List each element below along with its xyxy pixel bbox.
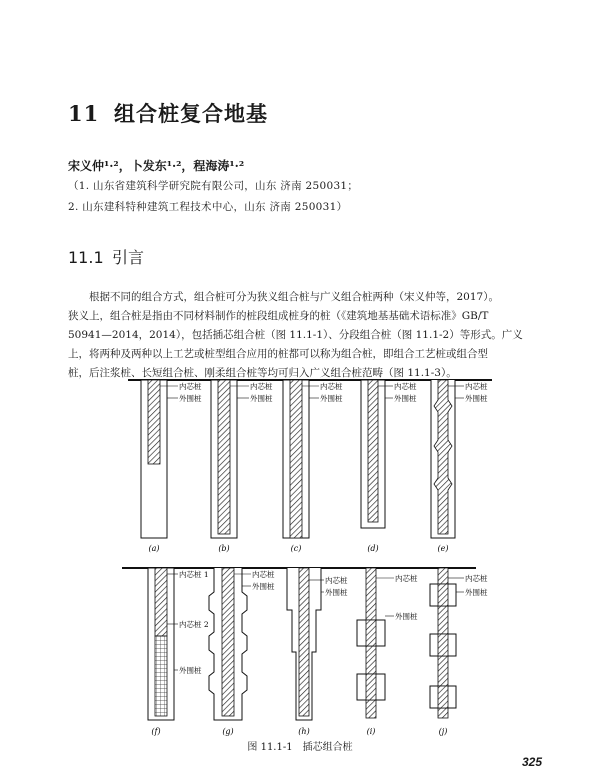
paragraph-line: 狭义上，组合桩是指由不同材料制作的桩段组成桩身的桩（《建筑地基基础术语标准》GB/T: [68, 310, 489, 322]
inner-pile-label: 内芯桩: [395, 574, 418, 583]
outer-pile-label: 外围桩: [252, 582, 275, 591]
paragraph-line: 桩，后注浆桩、长短组合桩、刚柔组合桩等均可归入广义组合桩范畴（图 11.1-3）。: [68, 367, 457, 379]
pile-f: [148, 568, 209, 720]
pile-d: [361, 380, 417, 528]
outer-pile-label: 外围桩: [394, 394, 417, 403]
inner-pile-label: 内芯桩: [325, 576, 348, 585]
figure-caption: 图 11.1-1 插芯组合桩: [247, 742, 353, 753]
chapter-number: 11: [68, 101, 100, 126]
pile-c: [283, 380, 343, 538]
pile-b: [211, 380, 273, 538]
pile-j: [430, 568, 488, 718]
sublabel-e: (e): [437, 544, 449, 553]
sublabel-h: (h): [298, 727, 310, 736]
inner-pile-label: 内芯桩: [394, 382, 417, 391]
section-title: 引言: [112, 248, 145, 267]
pile-i: [357, 568, 418, 718]
sublabel-g: (g): [222, 727, 234, 736]
sublabel-b: (b): [218, 544, 230, 553]
sublabel-j: (j): [438, 727, 448, 736]
inner-pile-1-label: 内芯桩 1: [179, 570, 209, 579]
outer-pile-label: 外围桩: [250, 394, 273, 403]
outer-pile-label: 外围桩: [465, 588, 488, 597]
sublabel-c: (c): [290, 544, 302, 553]
sublabel-f: (f): [151, 727, 161, 736]
paragraph-line: 根据不同的组合方式，组合桩可分为狭义组合桩与广义组合桩两种（宋义仲等，2017）。: [89, 291, 499, 303]
sublabel-d: (d): [367, 544, 379, 553]
paragraph-line: 50941—2014，2014），包括插芯组合桩（图 11.1-1）、分段组合桩（图 11.1-2）等形式。广义: [68, 329, 523, 341]
sublabel-a: (a): [148, 544, 160, 553]
sublabel-i: (i): [366, 727, 376, 736]
inner-pile-label: 内芯桩: [465, 574, 488, 583]
outer-pile-label: 外围桩: [395, 612, 418, 621]
paragraph-line: 上，将两种及两种以上工艺或桩型组合应用的桩都可以称为组合桩，即组合工艺桩或组合型: [68, 348, 488, 360]
section-number: 11.1: [68, 248, 104, 267]
inner-pile-label: 内芯桩: [179, 382, 202, 391]
outer-pile-label: 外围桩: [465, 394, 488, 403]
pile-h: [287, 568, 348, 720]
inner-pile-2-label: 内芯桩 2: [179, 620, 209, 629]
pile-a: [141, 380, 202, 538]
inner-pile-label: 内芯桩: [252, 570, 275, 579]
page-number: 325: [521, 755, 542, 769]
outer-pile-label: 外围桩: [179, 666, 202, 675]
outer-pile-label: 外围桩: [179, 394, 202, 403]
affiliation-2: 2. 山东建科特种建筑工程技术中心，山东 济南 250031）: [68, 201, 348, 213]
outer-pile-label: 外围桩: [320, 394, 343, 403]
affiliation-1: （1. 山东省建筑科学研究院有限公司，山东 济南 250031；: [68, 180, 359, 192]
inner-pile-label: 内芯桩: [250, 382, 273, 391]
pile-g: [209, 568, 275, 720]
outer-pile-label: 外围桩: [325, 588, 348, 597]
chapter-title: 组合桩复合地基: [114, 101, 268, 126]
inner-pile-label: 内芯桩: [465, 382, 488, 391]
pile-e: [431, 380, 488, 538]
inner-pile-label: 内芯桩: [320, 382, 343, 391]
authors: 宋义仲¹·²，卜发东¹·²，程海涛¹·²: [68, 159, 245, 173]
